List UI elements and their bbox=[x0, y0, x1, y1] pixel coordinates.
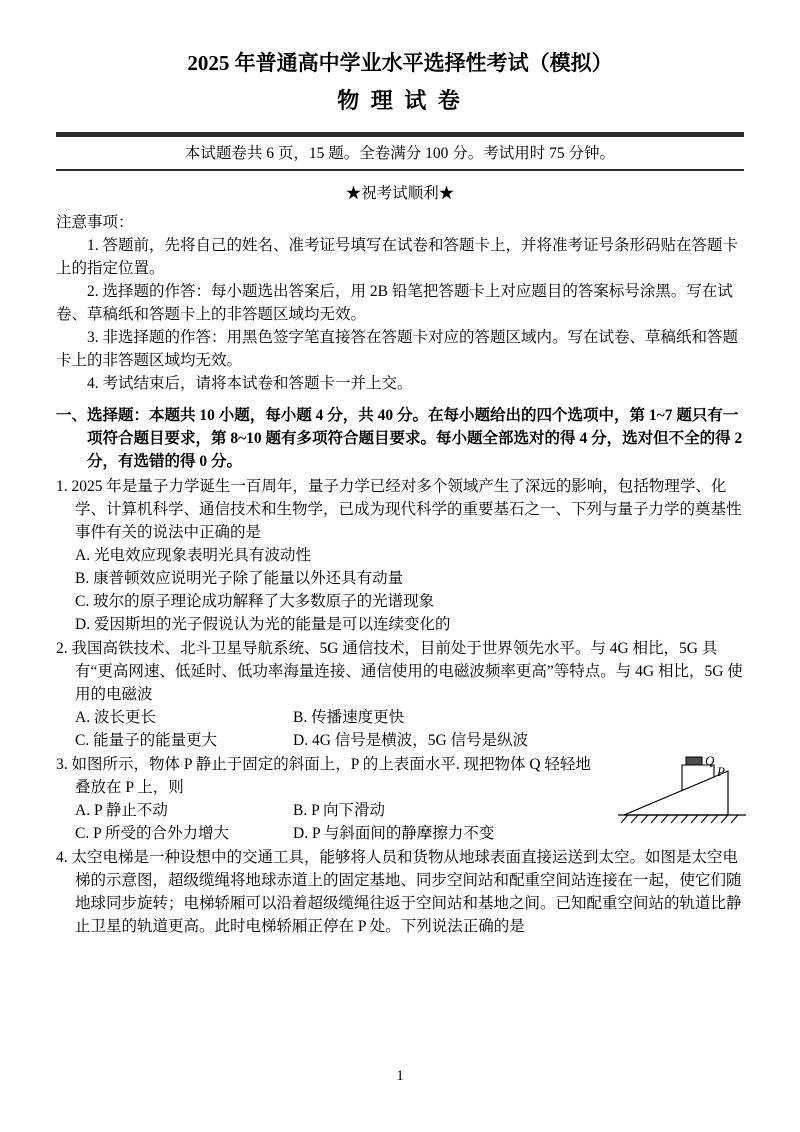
exam-title: 2025 年普通高中学业水平选择性考试（模拟） bbox=[187, 51, 613, 75]
note-item-4: 4. 考试结束后，请将本试卷和答题卡一并上交。 bbox=[87, 375, 413, 392]
question-2-option-a: A. 波长更长 bbox=[75, 709, 156, 726]
question-1-option-c: C. 玻尔的原子理论成功解释了大多数原子的光谱现象 bbox=[75, 593, 435, 610]
question-1-option-b: B. 康普顿效应说明光子除了能量以外还具有动量 bbox=[75, 570, 404, 587]
page-footer bbox=[0, 1065, 800, 1088]
blessing-text: ★祝考试顺利★ bbox=[345, 185, 455, 202]
question-1-option-d: D. 爱因斯坦的光子假说认为光的能量是可以连续变化的 bbox=[75, 616, 451, 633]
note-item-2: 2. 选择题的作答：每小题选出答案后，用 2B 铅笔把答题卡上对应题目的答案标号涂黑。写在试卷、草稿纸和答题卡上的非答题区域均无效。 bbox=[56, 283, 733, 323]
question-1-option-a: A. 光电效应现象表明光具有波动性 bbox=[75, 547, 311, 564]
question-3-option-d: D. P 与斜面间的静摩擦力不变 bbox=[293, 825, 495, 842]
figure-label-q: Q bbox=[705, 755, 715, 768]
question-3-option-b: B. P 向下滑动 bbox=[293, 802, 386, 819]
question-2-stem: 2. 我国高铁技术、北斗卫星导航系统、5G 通信技术，目前处于世界领先水平。与 4G 相比，5G 具有“更高网速、低延时、低功率海量连接、通信使用的电磁波频率更高”等特点。与 4G 相比，5G 使用的电磁波 bbox=[56, 640, 743, 703]
question-4 bbox=[56, 846, 744, 938]
exam-info: 本试题卷共 6 页，15 题。全卷满分 100 分。考试用时 75 分钟。 bbox=[184, 145, 616, 162]
block-q bbox=[686, 757, 702, 765]
note-item-3: 3. 非选择题的作答：用黑色签字笔直接答在答题卡对应的答题区域内。写在试卷、草稿纸和答题卡上的非答题区域均无效。 bbox=[56, 329, 739, 369]
question-1-stem: 1. 2025 年是量子力学诞生一百周年，量子力学已经对多个领域产生了深远的影响，包括物理学、化学、计算机科学、通信技术和生物学，已成为现代科学的重要基石之一、下列与量子力学的奠基性事件有关的说法中正确的是 bbox=[56, 478, 742, 541]
page-number: 1 bbox=[396, 1068, 404, 1084]
exam-subtitle: 物 理 试 卷 bbox=[337, 88, 463, 113]
note-item-1: 1. 答题前，先将自己的姓名、准考证号填写在试卷和答题卡上，并将准考证号条形码贴在答题卡上的指定位置。 bbox=[56, 237, 739, 277]
section-title: 一、选择题：本题共 10 小题，每小题 4 分，共 40 分。在每小题给出的四个选项中，第 1~7 题只有一项符合题目要求，第 8~10 题有多项符合题目要求。每小题全部选对的得 4 分，选对但不全的得 2 分，有选错的得 0 分。 bbox=[56, 407, 743, 470]
question-1 bbox=[56, 475, 744, 636]
question-4-stem: 4. 太空电梯是一种设想中的交通工具，能够将人员和货物从地球表面直接运送到太空。如图是太空电梯的示意图，超级缆绳将地球赤道上的固定基地、同步空间站和配重空间站连接在一起，使它们随地球同步旋转；电梯轿厢可以沿着超级缆绳往返于空间站和基地之间。已知配重空间站的轨道比静止卫星的轨道更高。此时电梯轿厢正停在 P 处。下列说法正确的是 bbox=[56, 849, 742, 935]
question-2-option-d: D. 4G 信号是横波，5G 信号是纵波 bbox=[293, 732, 529, 749]
divider-thin bbox=[56, 169, 744, 171]
question-2-option-c: C. 能量子的能量更大 bbox=[75, 732, 218, 749]
ground-hatch-icon bbox=[621, 815, 738, 823]
question-3 bbox=[56, 753, 744, 845]
question-2 bbox=[56, 637, 744, 752]
question-3-option-a: A. P 静止不动 bbox=[75, 802, 168, 819]
question-2-option-b: B. 传播速度更快 bbox=[293, 709, 405, 726]
notes-title: 注意事项： bbox=[56, 214, 134, 231]
question-3-option-c: C. P 所受的合外力增大 bbox=[75, 825, 230, 842]
question-3-stem: 3. 如图所示，物体 P 静止于固定的斜面上，P 的上表面水平. 现把物体 Q 轻轻地叠放在 P 上，则 bbox=[56, 756, 591, 796]
figure-label-p: P bbox=[717, 764, 725, 779]
incline-figure bbox=[616, 755, 748, 827]
question-2-options bbox=[56, 706, 744, 752]
